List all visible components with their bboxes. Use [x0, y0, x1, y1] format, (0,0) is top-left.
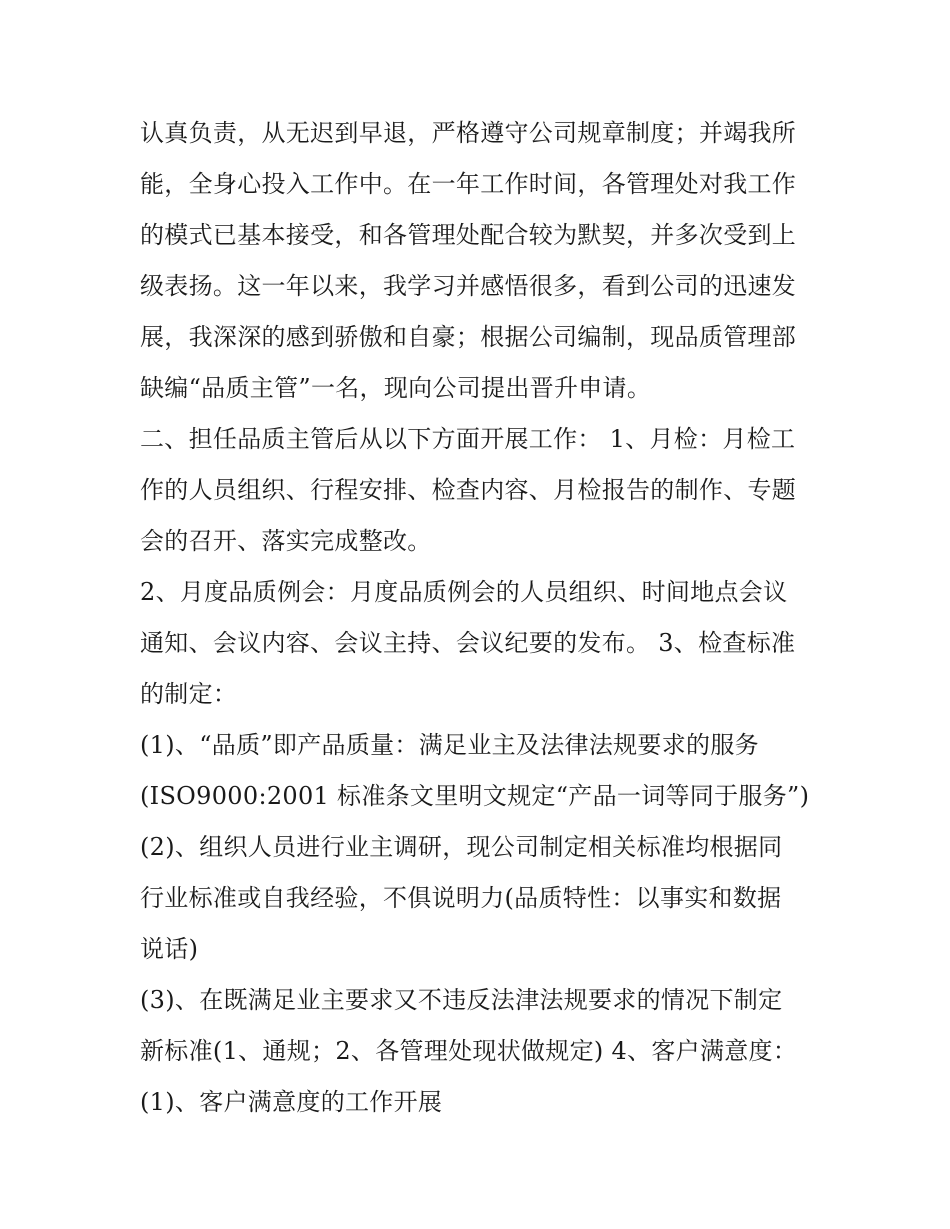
- text-line: (ISO9000:2001 标准条文里明文规定“产品一词等同于服务”): [140, 782, 810, 810]
- text-line: (2)、组织人员进行业主调研，现公司制定相关标准均根据同: [140, 833, 783, 861]
- text-line: 新标准(1、通规；2、各管理处现状做规定) 4、客户满意度：: [140, 1037, 798, 1065]
- text-line: 通知、会议内容、会议主持、会议纪要的发布。 3、检查标准: [140, 629, 796, 657]
- text-line: (1)、客户满意度的工作开展: [140, 1088, 443, 1116]
- text-line: 缺编“品质主管”一名，现向公司提出晋升申请。: [140, 374, 652, 402]
- text-line: 二、担任品质主管后从以下方面开展工作： 1、月检：月检工: [140, 425, 796, 453]
- text-line: (1)、“品质”即产品质量：满足业主及法律法规要求的服务: [140, 731, 759, 759]
- text-line: (3)、在既满足业主要求又不违反法津法规要求的情况下制定: [140, 986, 783, 1014]
- text-line: 2、月度品质例会：月度品质例会的人员组织、时间地点会议: [140, 578, 788, 606]
- text-line: 认真负责，从无迟到早退，严格遵守公司规章制度；并竭我所: [140, 119, 797, 147]
- text-line: 的模式已基本接受，和各管理处配合较为默契，并多次受到上: [140, 221, 797, 249]
- text-line: 说话): [140, 935, 199, 963]
- text-line: 能，全身心投入工作中。在一年工作时间，各管理处对我工作: [140, 170, 797, 198]
- text-line: 行业标准或自我经验，不俱说明力(品质特性：以事实和数据: [140, 884, 782, 912]
- text-line: 展，我深深的感到骄傲和自豪；根据公司编制，现品质管理部: [140, 323, 797, 351]
- text-line: 级表扬。这一年以来，我学习并感悟很多，看到公司的迅速发: [140, 272, 797, 300]
- document-body: [140, 108, 820, 1128]
- text-line: 会的召开、落实完成整改。: [140, 527, 432, 555]
- text-line: 作的人员组织、行程安排、检查内容、月检报告的制作、专题: [140, 476, 797, 504]
- text-line: 的制定：: [140, 680, 238, 708]
